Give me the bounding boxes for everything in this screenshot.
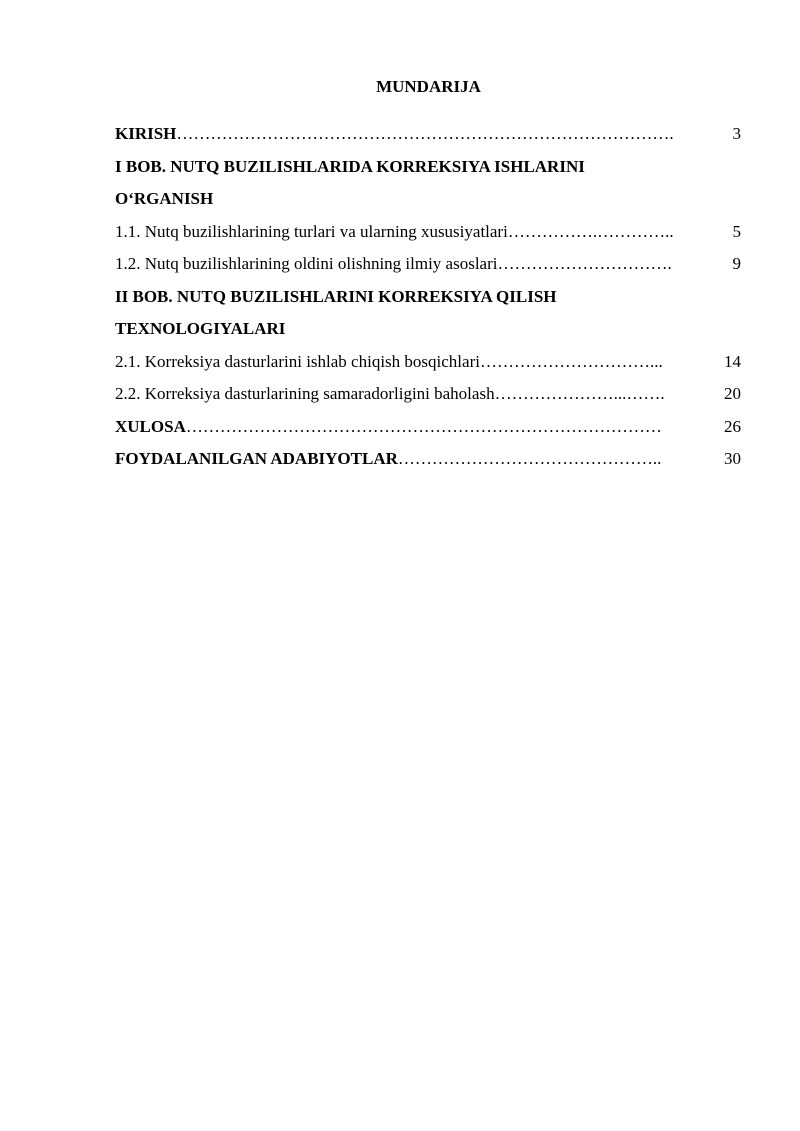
toc-page-number: 3	[732, 124, 741, 143]
toc-page-number: 30	[724, 449, 741, 468]
toc-leader-dots: …………………………………………………………………………….	[176, 124, 674, 143]
toc-leader-dots: …………………...…….	[494, 384, 665, 403]
toc-page-number: 26	[724, 416, 741, 436]
toc-entry-chapter-2-heading	[115, 286, 741, 319]
toc-page-number: 5	[732, 221, 741, 241]
toc-entry-label: I BOB. NUTQ BUZILISHLARIDA KORREKSIYA ISHLARINI	[115, 156, 585, 176]
toc-entry-chapter-1-heading-cont	[115, 188, 741, 221]
toc-leader-dots: …………………………………………………………………………	[185, 416, 662, 436]
toc-entry-label: 2.2. Korreksiya dasturlarining samaradorligini baholash	[115, 384, 495, 403]
toc-leader-dots: …………………………...	[479, 351, 663, 371]
toc-leader-dots: ………………………………………..	[397, 449, 662, 468]
toc-leader-dots: ………………………….	[497, 254, 672, 273]
toc-entry-2-1	[115, 351, 741, 384]
toc-entry-label: 2.1. Korreksiya dasturlarini ishlab chiqish bosqichlari	[115, 351, 480, 371]
toc-entry-xulosa	[115, 416, 741, 449]
toc-entry-chapter-1-heading	[115, 156, 741, 189]
toc-entry-1-1	[115, 221, 741, 254]
toc-entry-label: 1.1. Nutq buzilishlarining turlari va ularning xususiyatlari	[115, 221, 508, 241]
toc-entry-label: 1.2. Nutq buzilishlarining oldini olishning ilmiy asoslari	[115, 254, 498, 273]
toc-page-number: 20	[724, 384, 741, 403]
toc-page-number: 14	[724, 351, 741, 371]
toc-entry-kirish	[115, 123, 741, 156]
toc-entry-label: XULOSA	[115, 416, 186, 436]
toc-entry-label: KIRISH	[115, 124, 177, 143]
toc-entry-label: II BOB. NUTQ BUZILISHLARINI KORREKSIYA QILISH	[115, 286, 557, 306]
toc-entry-1-2	[115, 253, 741, 286]
table-of-contents	[115, 123, 741, 481]
toc-entry-label: TEXNOLOGIYALARI	[115, 319, 286, 338]
toc-entry-label: O‘RGANISH	[115, 189, 214, 208]
toc-entry-adabiyotlar	[115, 448, 741, 481]
toc-entry-chapter-2-heading-cont	[115, 318, 741, 351]
toc-leader-dots: …………….…………..	[507, 221, 674, 241]
toc-page-number: 9	[732, 254, 741, 273]
toc-entry-label: FOYDALANILGAN ADABIYOTLAR	[115, 449, 398, 468]
toc-entry-2-2	[115, 383, 741, 416]
page-title: MUNDARIJA	[376, 77, 481, 96]
